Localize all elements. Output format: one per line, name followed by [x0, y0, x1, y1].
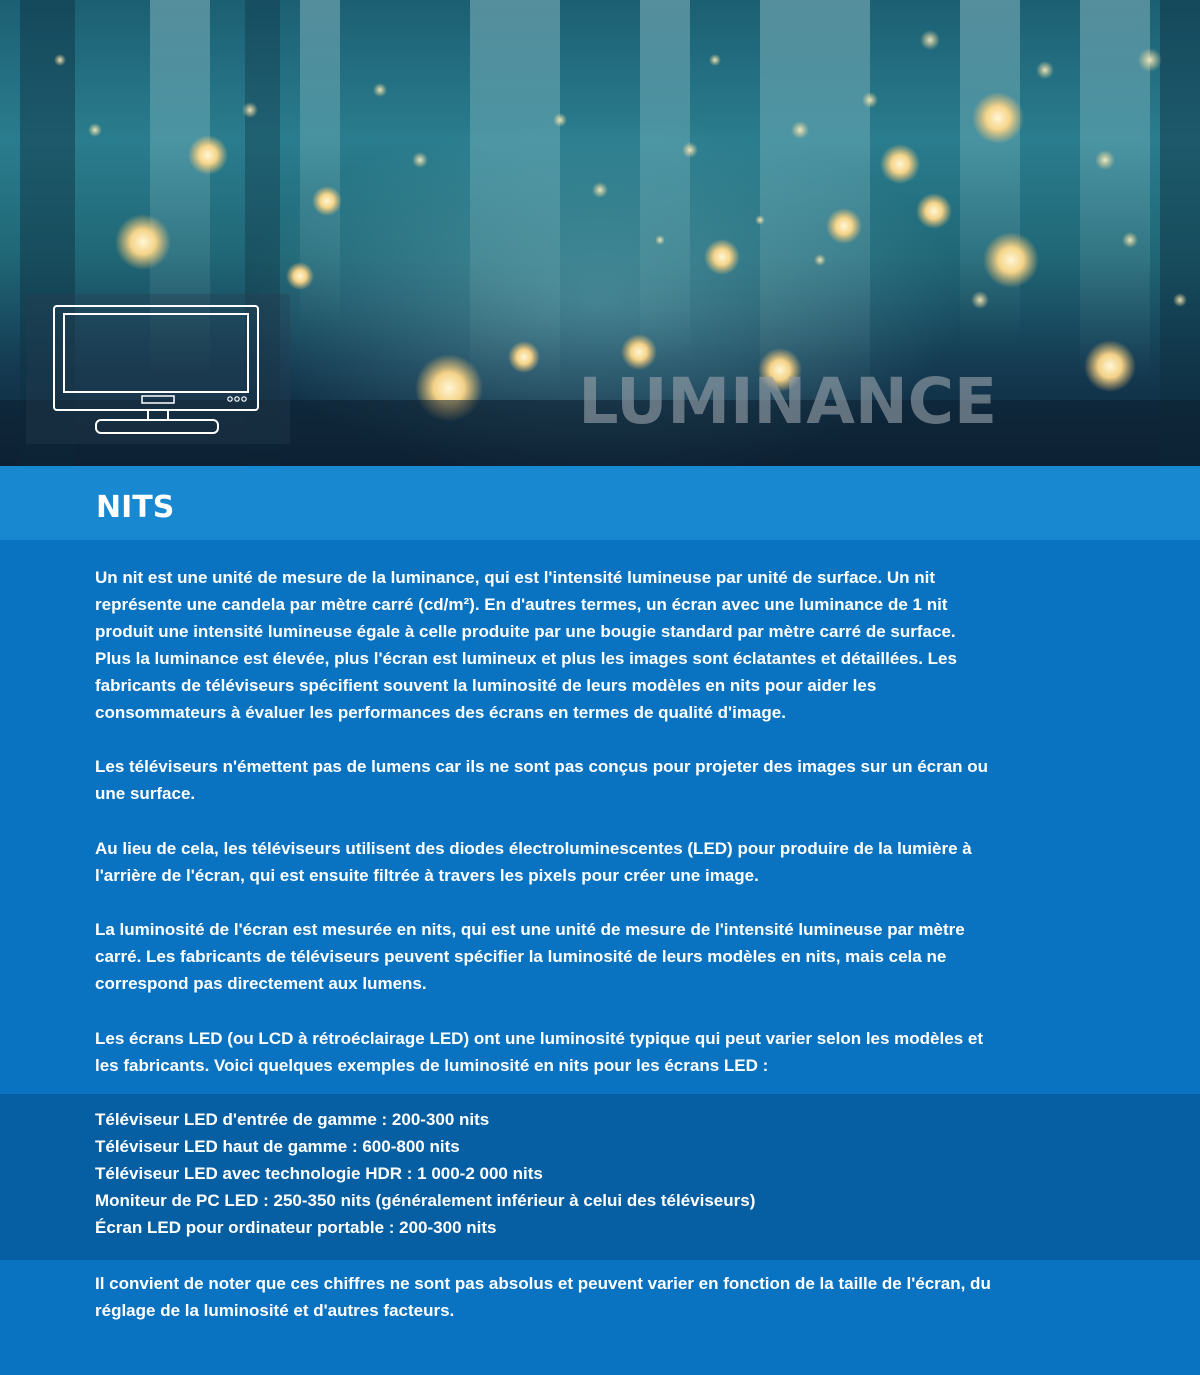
list-item: Téléviseur LED d'entrée de gamme : 200-300 nits — [95, 1110, 490, 1129]
section-header — [0, 466, 1200, 540]
examples-band — [0, 1094, 1200, 1260]
hero-banner — [0, 0, 1200, 466]
tv-icon-panel — [26, 294, 290, 444]
list-item: Téléviseur LED avec technologie HDR : 1 000-2 000 nits — [95, 1164, 543, 1183]
paragraph-measurement: La luminosité de l'écran est mesurée en nits, qui est une unité de mesure de l'intensité lumineuse par mètre carré. Les fabricants de téléviseurs peuvent spécifier la luminosité de leurs modèles en nits, mais cela ne correspond pas directement aux lumens. — [95, 920, 965, 993]
paragraph-lumens: Les téléviseurs n'émettent pas de lumens car ils ne sont pas conçus pour projeter des images sur un écran ou une surface. — [95, 757, 989, 803]
hero-title: LUMINANCE — [578, 365, 997, 438]
footer-band — [0, 1260, 1200, 1375]
list-item: Moniteur de PC LED : 250-350 nits (généralement inférieur à celui des téléviseurs) — [95, 1191, 756, 1210]
list-item: Écran LED pour ordinateur portable : 200-300 nits — [95, 1218, 497, 1237]
footer-note: Il convient de noter que ces chiffres ne sont pas absolus et peuvent varier en fonction de la taille de l'écran, du réglage de la luminosité et d'autres facteurs. — [95, 1274, 991, 1320]
content-area — [0, 540, 1200, 1094]
tv-icon — [26, 294, 290, 444]
paragraph-examples-intro: Les écrans LED (ou LCD à rétroéclairage LED) ont une luminosité typique qui peut varier selon les modèles et les fabricants. Voici quelques exemples de luminosité en nits pour les écrans LED : — [95, 1029, 983, 1075]
paragraph-led: Au lieu de cela, les téléviseurs utilisent des diodes électroluminescentes (LED) pour produire de la lumière à l'arrière de l'écran, qui est ensuite filtrée à travers les pixels pour créer une image. — [95, 839, 972, 885]
section-title: NITS — [96, 490, 175, 525]
list-item: Téléviseur LED haut de gamme : 600-800 nits — [95, 1137, 460, 1156]
examples-list — [95, 1106, 995, 1241]
paragraph-definition: Un nit est une unité de mesure de la luminance, qui est l'intensité lumineuse par unité de surface. Un nit représente une candela par mètre carré (cd/m²). En d'autres termes, un écran avec une luminance de 1 nit produit une intensité lumineuse égale à celle produite par une bougie standard par mètre carré de surface. Plus la luminance est élevée, plus l'écran est lumineux et plus les images sont éclatantes et détaillées. Les fabricants de téléviseurs spécifient souvent la luminosité de leurs modèles en nits pour aider les consommateurs à évaluer les performances des écrans en termes de qualité d'image. — [95, 568, 957, 722]
